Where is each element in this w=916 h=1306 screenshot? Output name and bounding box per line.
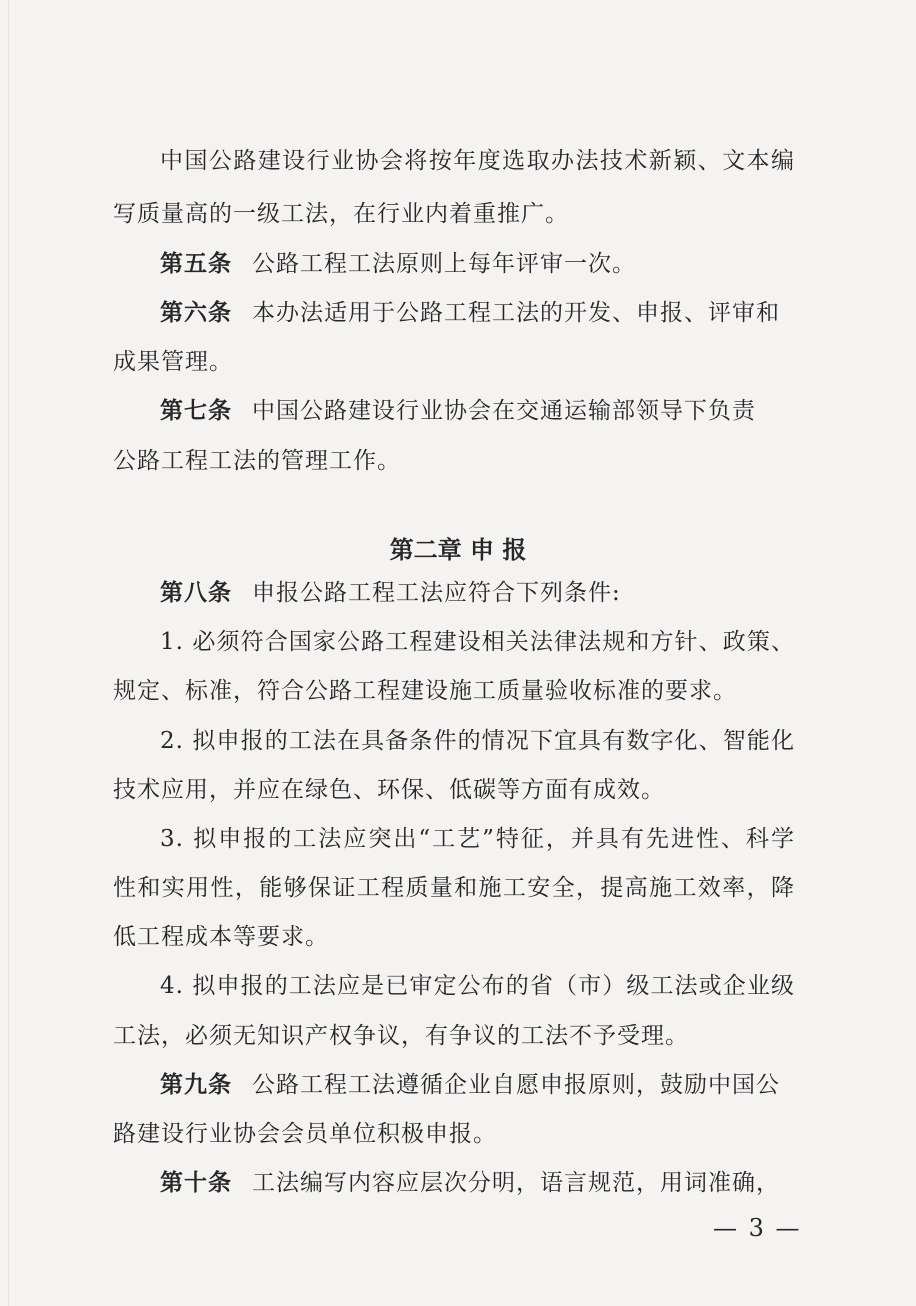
paragraph-line: 路建设行业协会会员单位积极申报。 bbox=[113, 1121, 497, 1147]
paragraph-line: 性和实用性，能够保证工程质量和施工安全，提高施工效率，降 bbox=[113, 875, 795, 901]
list-item-1: 1. 必须符合国家公路工程建设相关法律法规和方针、政策、 bbox=[160, 629, 795, 655]
list-item-2: 2. 拟申报的工法在具备条件的情况下宜具有数字化、智能化 bbox=[160, 728, 795, 754]
paragraph-line: 规定、标准，符合公路工程建设施工质量验收标准的要求。 bbox=[113, 678, 737, 704]
article-number: 第五条 bbox=[160, 250, 232, 277]
article-text: 中国公路建设行业协会在交通运输部领导下负责 bbox=[252, 398, 756, 424]
article-7 bbox=[160, 396, 756, 426]
article-text: 公路工程工法遵循企业自愿申报原则，鼓励中国公 bbox=[252, 1072, 780, 1098]
article-6 bbox=[160, 298, 780, 328]
page-number: — 3 — bbox=[713, 1214, 802, 1242]
list-item-4: 4. 拟申报的工法应是已审定公布的省（市）级工法或企业级 bbox=[160, 973, 795, 999]
article-text: 本办法适用于公路工程工法的开发、申报、评审和 bbox=[252, 300, 780, 326]
scan-edge bbox=[8, 0, 9, 1306]
article-text: 工法编写内容应层次分明，语言规范，用词准确， bbox=[252, 1170, 780, 1196]
paragraph-line: 成果管理。 bbox=[113, 349, 233, 375]
article-number: 第七条 bbox=[160, 397, 232, 424]
chapter-title: 第二章 申 报 bbox=[389, 535, 527, 564]
paragraph-line: 公路工程工法的管理工作。 bbox=[113, 448, 401, 474]
article-number: 第八条 bbox=[160, 579, 232, 606]
article-number: 第六条 bbox=[160, 299, 232, 326]
paragraph-line: 写质量高的一级工法，在行业内着重推广。 bbox=[113, 201, 569, 227]
paragraph-line: 中国公路建设行业协会将按年度选取办法技术新颖、文本编 bbox=[160, 148, 795, 174]
article-9 bbox=[160, 1070, 780, 1100]
article-text: 公路工程工法原则上每年评审一次。 bbox=[252, 251, 636, 277]
article-text: 申报公路工程工法应符合下列条件: bbox=[252, 580, 621, 606]
article-number: 第十条 bbox=[160, 1169, 232, 1196]
article-8 bbox=[160, 578, 621, 608]
article-5 bbox=[160, 249, 636, 279]
article-10 bbox=[160, 1168, 780, 1198]
paragraph-line: 工法，必须无知识产权争议，有争议的工法不予受理。 bbox=[113, 1023, 689, 1049]
paragraph-line: 低工程成本等要求。 bbox=[113, 924, 329, 950]
article-number: 第九条 bbox=[160, 1071, 232, 1098]
paragraph-line: 技术应用，并应在绿色、环保、低碳等方面有成效。 bbox=[113, 777, 665, 803]
list-item-3: 3. 拟申报的工法应突出“工艺”特征，并具有先进性、科学 bbox=[160, 826, 795, 852]
